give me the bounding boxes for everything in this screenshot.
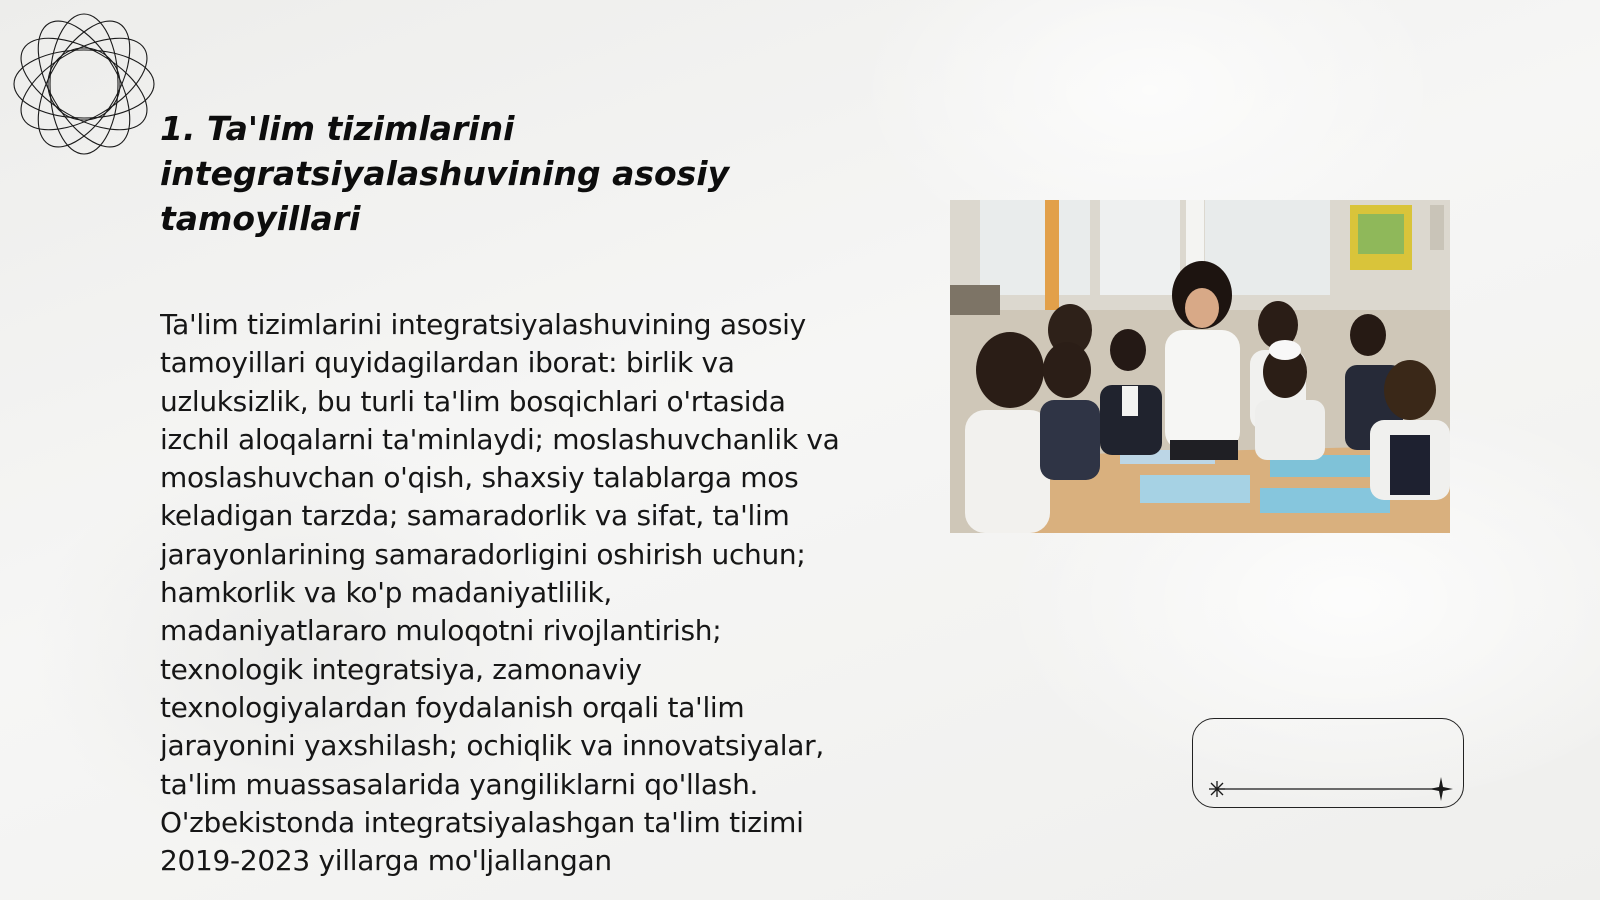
decorative-pill-frame: [1192, 718, 1464, 808]
sparkle-line-icon: [1193, 719, 1465, 809]
classroom-photo: [950, 200, 1450, 533]
orbit-ornament-icon: [10, 10, 158, 158]
slide-body-text: Ta'lim tizimlarini integratsiyalashuvining asosiy tamoyillari quyidagilardan iborat: birlik va uzluksizlik, bu turli ta'lim bosqichlari o'rtasida izchil aloqalarni ta'minlaydi; moslashuvchanlik va moslashuvchan o'qish, shaxsiy talablarga mos keladigan tarzda; samaradorlik va sifat, ta'lim jarayonlarining samaradorligini oshirish uchun; hamkorlik va ko'p madaniyatlilik, madaniyatlararo muloqotni rivojlantirish; texnologik integratsiya, zamonaviy texnologiyalardan foydalanish orqali ta'lim jarayonini yaxshilash; ochiqlik va innovatsiyalar, ta'lim muassasalarida yangiliklarni qo'llash. O'zbekistonda integratsiyalashgan ta'lim tizimi 2019-2023 yillarga mo'ljallangan: [160, 308, 840, 878]
slide-title: 1. Ta'lim tizimlarini integratsiyalashuvining asosiy tamoyillari: [160, 109, 730, 238]
